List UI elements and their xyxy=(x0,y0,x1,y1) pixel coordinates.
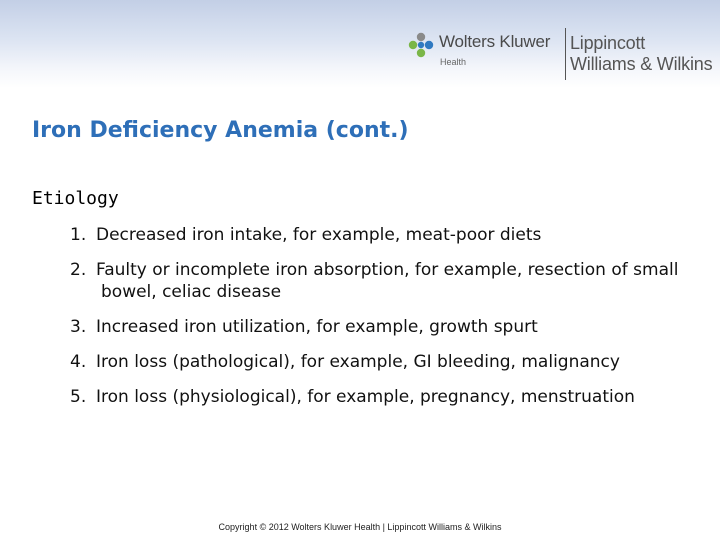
brand-subtitle: Health xyxy=(440,57,467,67)
list-item-text: Iron loss (physiological), for example, pregnancy, menstruation xyxy=(96,387,635,407)
list-item xyxy=(70,259,700,303)
brand-name: Wolters Kluwer xyxy=(439,32,551,51)
imprint-line-2: Williams & Wilkins xyxy=(570,54,713,74)
copyright-footer: Copyright © 2012 Wolters Kluwer Health | Lippincott Williams & Wilkins xyxy=(218,522,502,532)
list-item xyxy=(70,224,700,246)
list-item xyxy=(70,351,700,373)
section-heading: Etiology xyxy=(32,188,119,209)
list-item-text: Faulty or incomplete iron absorption, for example, resection of small bowel, celiac disease xyxy=(96,260,679,302)
list-item-number: 1. xyxy=(70,225,87,245)
list-item-number: 3. xyxy=(70,317,87,337)
list-item-text: Decreased iron intake, for example, meat-poor diets xyxy=(96,225,542,245)
list-item xyxy=(70,386,700,408)
list-item-number: 5. xyxy=(70,387,87,407)
list-item-text: Iron loss (pathological), for example, GI bleeding, malignancy xyxy=(96,352,620,372)
list-item-number: 2. xyxy=(70,260,87,280)
wolters-kluwer-mark-icon xyxy=(408,32,434,58)
imprint-line-1: Lippincott xyxy=(570,33,646,53)
etiology-list xyxy=(70,224,700,421)
slide-title: Iron Deficiency Anemia (cont.) xyxy=(32,118,409,143)
list-item xyxy=(70,316,700,338)
logo-divider xyxy=(565,28,566,80)
list-item-text: Increased iron utilization, for example, growth spurt xyxy=(96,317,538,337)
list-item-number: 4. xyxy=(70,352,87,372)
